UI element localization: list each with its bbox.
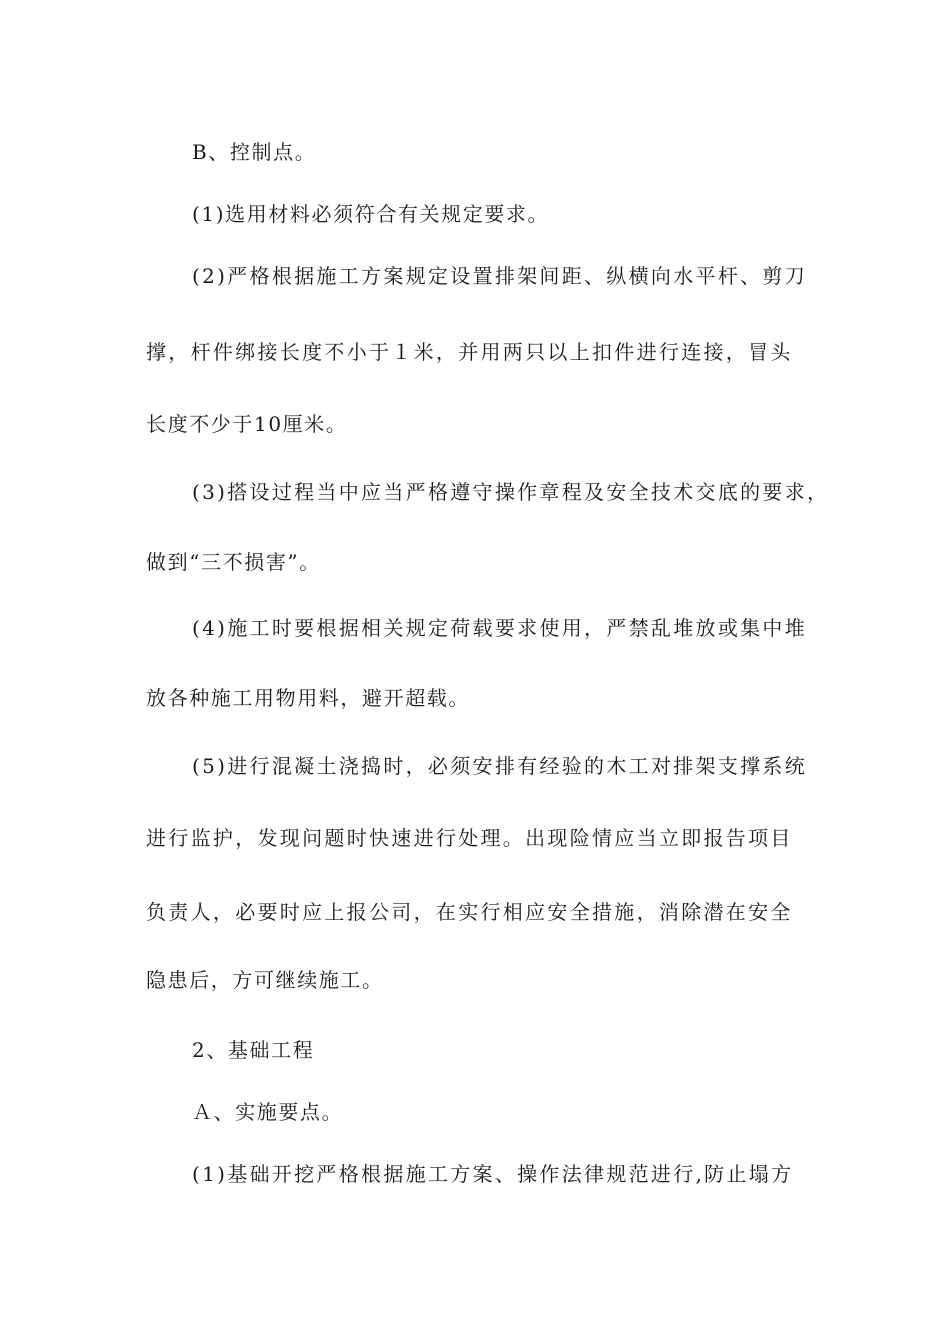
paragraph-line: 隐患后，方可继续施工。: [146, 968, 384, 992]
paragraph-line: 撑，杆件绑接长度不小于１米，并用两只以上扣件进行连接，冒头: [146, 340, 793, 364]
section-heading-foundation-works: 2、基础工程: [192, 1038, 315, 1062]
paragraph-line: 长度不少于10厘米。: [146, 412, 348, 436]
paragraph-line: 做到“三不损害”。: [146, 550, 321, 574]
paragraph-line: (3)搭设过程当中应当严格遵守操作章程及安全技术交底的要求，: [192, 480, 830, 504]
section-heading-b-control-points: B、控制点。: [192, 140, 317, 164]
paragraph-line: 放各种施工用物用料，避开超载。: [146, 686, 470, 710]
paragraph-line: (4)施工时要根据相关规定荷载要求使用，严禁乱堆放或集中堆: [192, 616, 808, 640]
paragraph-line: (2)严格根据施工方案规定设置排架间距、纵横向水平杆、剪刀: [192, 264, 808, 288]
paragraph-line: (1)选用材料必须符合有关规定要求。: [192, 202, 550, 226]
section-heading-a-implementation-points: Ａ、实施要点。: [192, 1100, 344, 1124]
paragraph-line: (5)进行混凝土浇捣时，必须安排有经验的木工对排架支撑系统: [192, 754, 808, 778]
paragraph-line: 负责人，必要时应上报公司，在实行相应安全措施，消除潜在安全: [146, 900, 793, 924]
paragraph-line: 进行监护，发现问题时快速进行处理。出现险情应当立即报告项目: [146, 826, 793, 850]
paragraph-line: (1)基础开挖严格根据施工方案、操作法律规范进行,防止塌方: [192, 1162, 794, 1186]
